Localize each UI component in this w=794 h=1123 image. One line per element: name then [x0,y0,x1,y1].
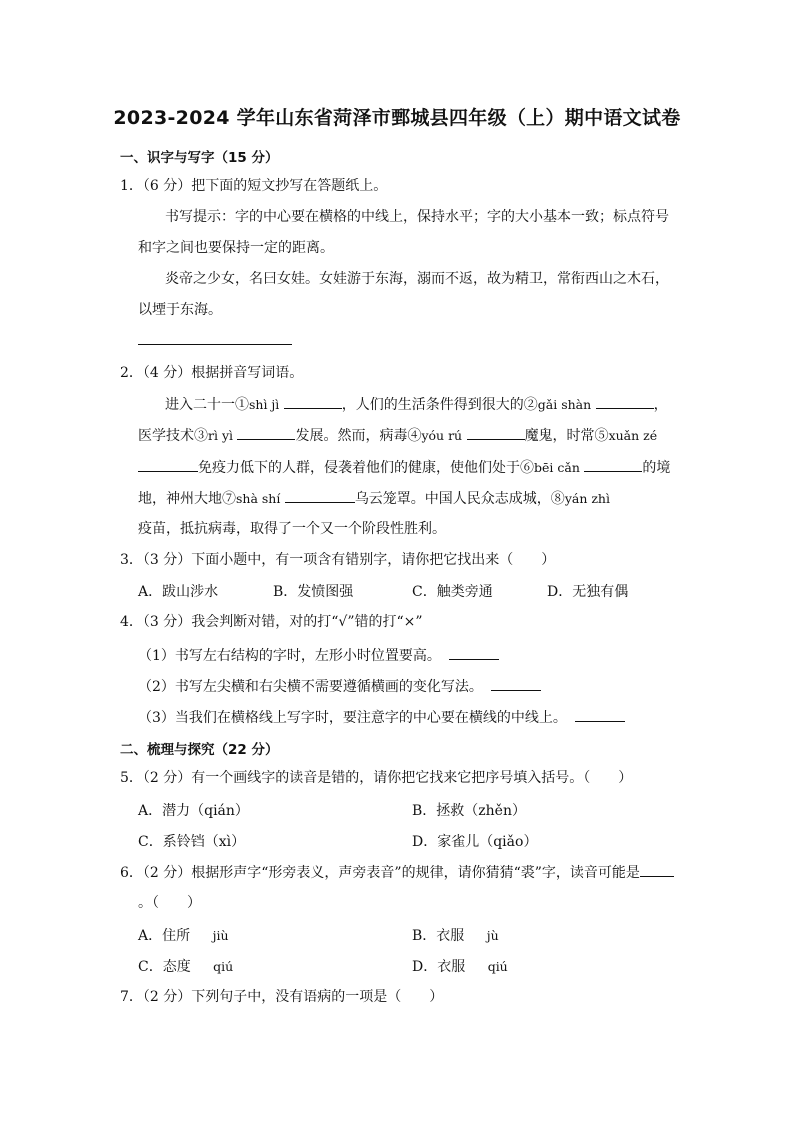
pinyin-1: shì jì [249,397,280,412]
stem-text: 6．（2 分）根据形声字“形旁表义，声旁表音”的规律，请你猜猜“裘”字，读音可能是 [120,865,640,881]
question-5-option-b[interactable]: B．拯救（zhěn） [412,803,526,819]
pinyin-6: bēi cǎn [534,460,580,475]
blank-2[interactable] [596,394,654,409]
blank-6[interactable] [584,457,642,472]
question-6-option-d[interactable] [412,956,508,976]
option-label: B．衣服 [412,928,465,944]
text-segment: 乌云笼罩。中国人民众志成城，⑧ [354,491,565,507]
answer-blank[interactable] [449,645,499,660]
item-text: （2）书写左尖横和右尖横不需要遵循横画的变化写法。 [138,679,483,695]
section-heading-1: 一、识字与写字（15 分） [120,150,279,166]
question-2-line3 [138,457,670,478]
option-label: D．衣服 [412,959,466,975]
answer-blank[interactable] [575,707,625,722]
question-6-stem [120,862,674,883]
pinyin-8: yán zhì [564,491,610,506]
question-3-option-a[interactable]: A．跋山涉水 [138,584,219,600]
text-segment: 免疫力低下的人群，侵袭着他们的健康，使他们处于⑥ [198,460,534,476]
question-1-answer-line[interactable] [138,344,292,345]
question-5-stem: 5．（2 分）有一个画线字的读音是错的，请你把它找来它把序号填入括号。（ ） [120,770,633,786]
question-4-stem: 4．（3 分）我会判断对错，对的打“√”错的打“×” [120,614,423,630]
page-title: 2023-2024 学年山东省菏泽市鄄城县四年级（上）期中语文试卷 [113,107,681,129]
question-5-option-c[interactable]: C．系铃铛（xì） [138,834,246,850]
question-2-line4 [138,488,610,509]
pinyin-4: yóu rú [421,428,463,443]
text-segment: 魔鬼，时常⑤ [524,428,609,444]
item-text: （3）当我们在横格线上写字时，要注意字的中心要在横线的中线上。 [138,710,567,726]
section-heading-2: 二、梳理与探究（22 分） [120,742,279,758]
text-segment: 发展。然而，病毒④ [295,428,422,444]
option-pinyin: qiú [487,959,508,974]
question-2-line5: 疫苗，抵抗病毒，取得了一个又一个阶段性胜利。 [138,521,446,537]
option-label: A．住所 [138,928,191,944]
question-2-line2 [138,425,657,446]
answer-blank[interactable] [491,676,541,691]
question-4-item-2 [138,676,541,697]
question-1-text-line2: 以堙于东海。 [138,302,222,318]
question-1-hint-line2: 和字之间也要保持一定的距离。 [138,240,334,256]
option-pinyin: jù [486,928,499,943]
text-segment: 医学技术③ [138,428,208,444]
question-2-line1 [165,394,668,415]
text-segment: 进入二十一① [165,397,249,413]
question-5-option-a[interactable]: A．潜力（qián） [138,803,249,819]
text-segment: 的境 [642,460,671,476]
text-segment: ， [653,397,668,413]
question-2-stem: 2．（4 分）根据拼音写词语。 [120,365,304,381]
option-label: C．态度 [138,959,191,975]
question-6-option-b[interactable] [412,925,499,945]
question-1-stem: 1．（6 分）把下面的短文抄写在答题纸上。 [120,178,388,194]
question-3-option-d[interactable]: D．无独有偶 [547,584,629,600]
question-7-stem: 7．（2 分）下列句子中，没有语病的一项是（ ） [120,989,444,1005]
pinyin-5: xuǎn zé [608,428,658,443]
option-pinyin: jiù [212,928,229,943]
blank-4[interactable] [467,425,525,440]
question-3-option-c[interactable]: C．触类旁通 [412,584,493,600]
text-segment: 地，神州大地⑦ [138,491,236,507]
question-3-stem: 3．（3 分）下面小题中，有一项含有错别字，请你把它找出来（ ） [120,552,556,568]
question-4-item-1 [138,645,499,666]
question-3-option-b[interactable]: B．发愤图强 [273,584,354,600]
question-6-stem-cont: 。（ ） [138,895,201,911]
blank-5[interactable] [138,457,198,472]
question-1-hint-line1: 书写提示：字的中心要在横格的中线上，保持水平；字的大小基本一致；标点符号 [165,209,669,225]
text-segment: ，人们的生活条件得到很大的② [341,397,538,413]
item-text: （1）书写左右结构的字时，左形小时位置要高。 [138,648,441,664]
question-4-item-3 [138,707,625,728]
option-pinyin: qiú [213,959,234,974]
pinyin-3: rì yì [208,428,234,443]
blank-7[interactable] [285,488,355,503]
answer-blank[interactable] [640,862,674,877]
blank-3[interactable] [237,425,295,440]
question-6-option-a[interactable] [138,925,229,945]
blank-1[interactable] [284,394,342,409]
pinyin-2: gǎi shàn [537,397,592,412]
pinyin-7: shà shí [236,491,281,506]
question-1-text-line1: 炎帝之少女，名曰女娃。女娃游于东海，溺而不返，故为精卫，常衔西山之木石， [165,271,669,287]
question-5-option-d[interactable]: D．家雀儿（qiǎo） [412,834,538,850]
question-6-option-c[interactable] [138,956,233,976]
